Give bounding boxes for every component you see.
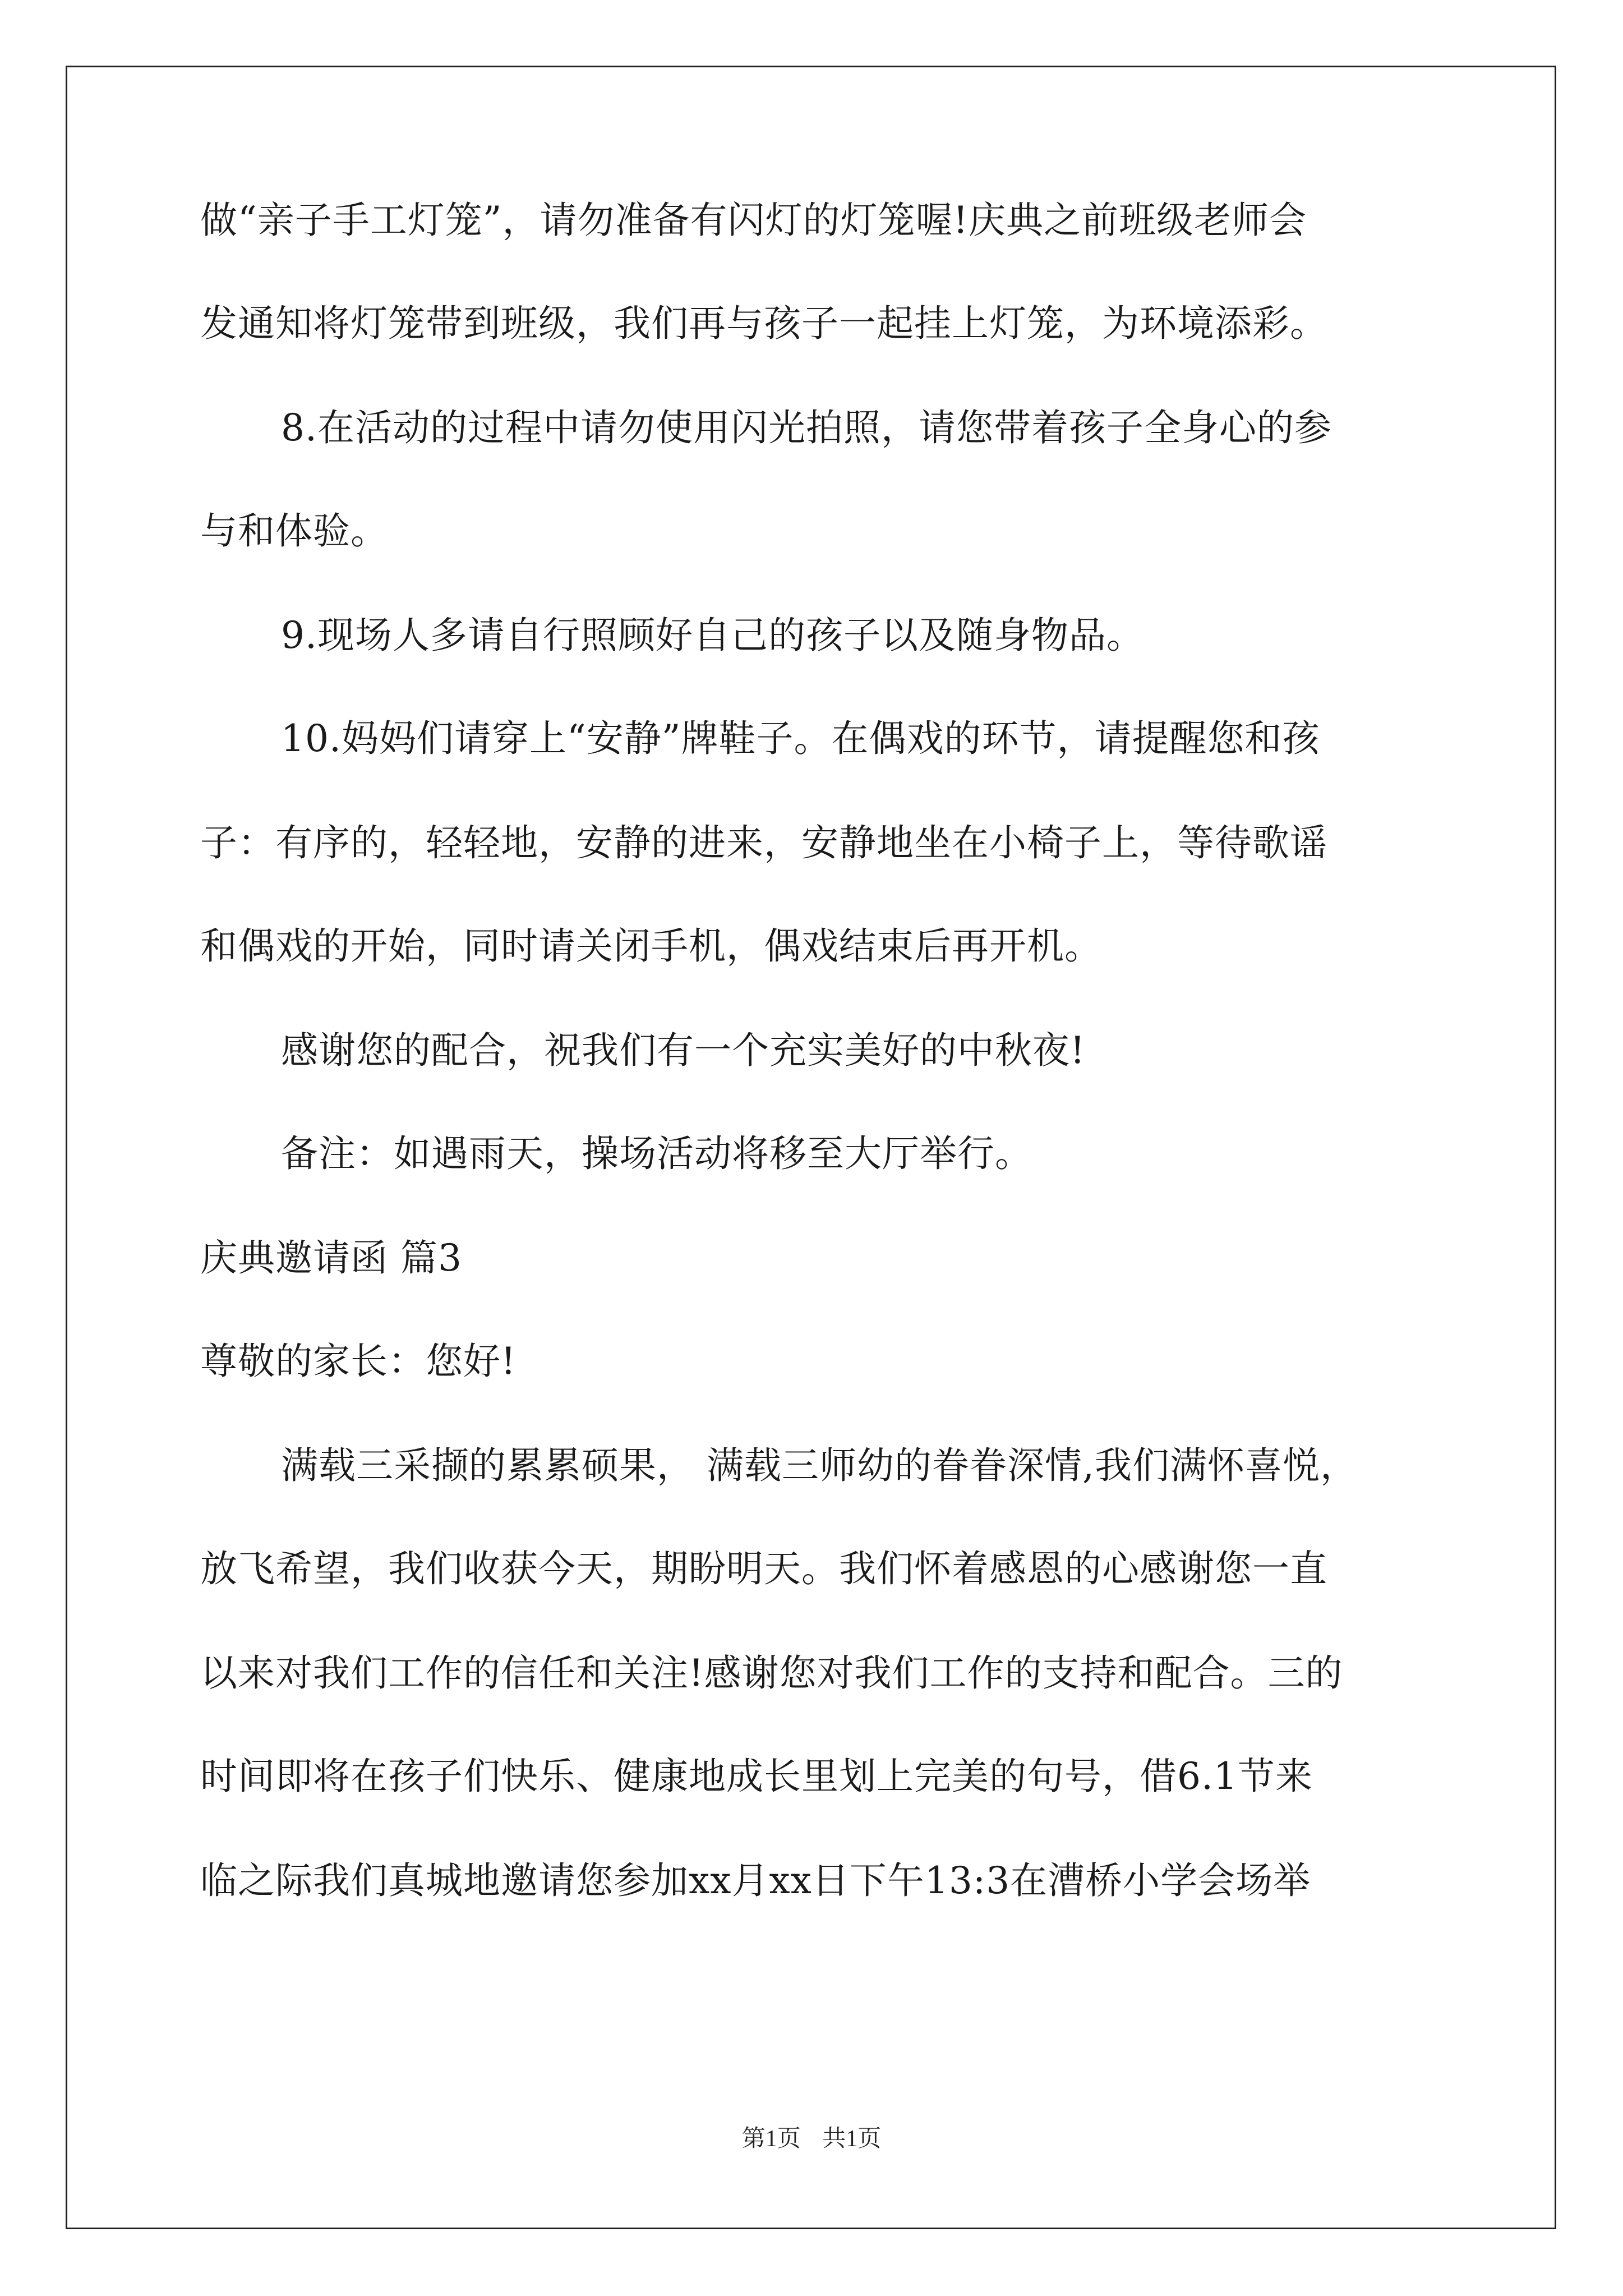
document-body xyxy=(200,199,1423,1902)
page-total: 共1页 xyxy=(822,2126,882,2152)
salutation: 尊敬的家长：您好! xyxy=(200,1340,517,1383)
text-line: 9.现场人多请自行照顾好自己的孩子以及随身物品。 xyxy=(281,614,1144,657)
text-line: 以来对我们工作的信任和关注!感谢您对我们工作的支持和配合。三的 xyxy=(200,1651,1343,1695)
section-heading: 庆典邀请函 篇3 xyxy=(200,1236,462,1280)
text-line: 8.在活动的过程中请勿使用闪光拍照，请您带着孩子全身心的参 xyxy=(281,406,1332,449)
text-line: 临之际我们真城地邀请您参加xx月xx日下午13:3在漕桥小学会场举 xyxy=(200,1859,1311,1902)
text-line: 备注：如遇雨天，操场活动将移至大厅举行。 xyxy=(281,1132,1032,1175)
text-line: 10.妈妈们请穿上“安静”牌鞋子。在偶戏的环节，请提醒您和孩 xyxy=(281,717,1320,760)
text-line: 满载三采撷的累累硕果， 满载三师幼的眷眷深情,我们满怀喜悦， xyxy=(281,1444,1358,1487)
text-line: 放飞希望，我们收获今天，期盼明天。我们怀着感恩的心感谢您一直 xyxy=(200,1547,1327,1590)
text-line: 发通知将灯笼带到班级，我们再与孩子一起挂上灯笼，为环境添彩。 xyxy=(200,302,1327,345)
text-line: 子：有序的，轻轻地，安静的进来，安静地坐在小椅子上，等待歌谣 xyxy=(200,821,1327,864)
page-footer xyxy=(0,2127,1623,2151)
text-line: 与和体验。 xyxy=(200,509,388,553)
text-line: 做“亲子手工灯笼”，请勿准备有闪灯的灯笼喔!庆典之前班级老师会 xyxy=(200,199,1307,242)
text-line: 和偶戏的开始，同时请关闭手机，偶戏结束后再开机。 xyxy=(200,924,1102,968)
page-number: 第1页 xyxy=(741,2126,801,2152)
text-line: 感谢您的配合，祝我们有一个充实美好的中秋夜! xyxy=(281,1029,1086,1072)
text-line: 时间即将在孩子们快乐、健康地成长里划上完美的句号，借6.1节来 xyxy=(200,1755,1313,1798)
